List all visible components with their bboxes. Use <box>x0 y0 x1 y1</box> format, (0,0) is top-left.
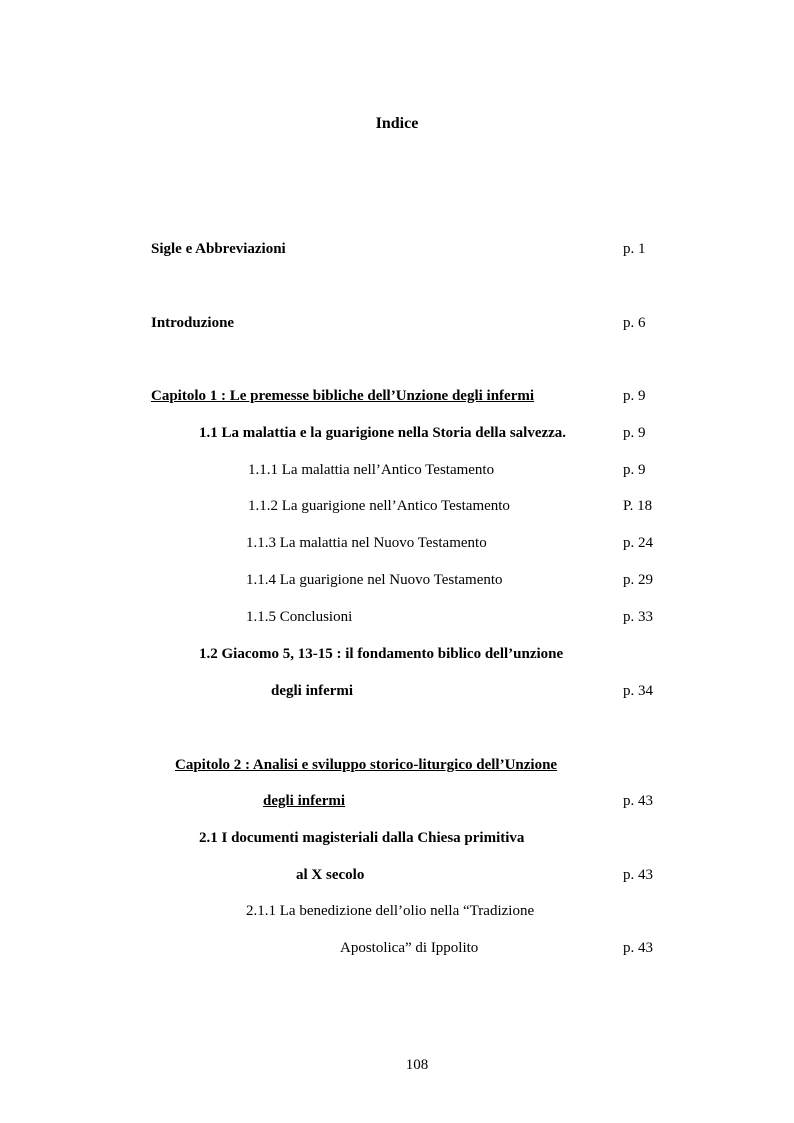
toc-subsection-label[interactable]: 1.1.3 La malattia nel Nuovo Testamento <box>246 535 487 551</box>
toc-chapter-label[interactable]: Capitolo 1 : Le premesse bibliche dell’Unzione degli infermi <box>151 388 535 404</box>
toc-entry-page: p. 9 <box>623 425 646 441</box>
toc-subsection-label-continued[interactable]: Apostolica” di Ippolito <box>340 940 479 956</box>
toc-subsection-label[interactable]: 1.1.2 La guarigione nell’Antico Testamento <box>248 498 510 514</box>
toc-entry-page: p. 29 <box>623 572 653 588</box>
toc-section-label[interactable]: 1.2 Giacomo 5, 13-15 : il fondamento biblico dell’unzione <box>199 646 564 662</box>
toc-entry-page: p. 34 <box>623 683 653 699</box>
toc-section-label-continued[interactable]: al X secolo <box>296 867 365 883</box>
toc-section-label[interactable]: 1.1 La malattia e la guarigione nella Storia della salvezza. <box>199 425 567 441</box>
toc-chapter-label[interactable]: Capitolo 2 : Analisi e sviluppo storico-liturgico dell’Unzione <box>175 757 558 773</box>
toc-subsection-label[interactable]: 1.1.4 La guarigione nel Nuovo Testamento <box>246 572 503 588</box>
page-title: Indice <box>375 115 419 132</box>
toc-entry-page: p. 24 <box>623 535 653 551</box>
toc-entry-page: p. 43 <box>623 793 653 809</box>
toc-chapter-label-continued[interactable]: degli infermi <box>263 793 346 809</box>
toc-entry-page: p. 43 <box>623 940 653 956</box>
page-number: 108 <box>405 1057 429 1073</box>
toc-entry-page: p. 43 <box>623 867 653 883</box>
toc-entry-page: P. 18 <box>623 498 653 514</box>
toc-entry-label[interactable]: Introduzione <box>151 315 235 331</box>
toc-subsection-label[interactable]: 1.1.5 Conclusioni <box>246 609 353 625</box>
toc-entry-page: p. 6 <box>623 315 646 331</box>
toc-entry-page: p. 1 <box>623 241 646 257</box>
toc-entry-page: p. 33 <box>623 609 653 625</box>
toc-entry-page: p. 9 <box>623 388 646 404</box>
toc-section-label[interactable]: 2.1 I documenti magisteriali dalla Chiesa primitiva <box>199 830 525 846</box>
toc-subsection-label[interactable]: 1.1.1 La malattia nell’Antico Testamento <box>248 462 495 478</box>
toc-subsection-label[interactable]: 2.1.1 La benedizione dell’olio nella “Tradizione <box>246 903 535 919</box>
toc-entry-page: p. 9 <box>623 462 646 478</box>
toc-section-label-continued[interactable]: degli infermi <box>271 683 354 699</box>
toc-entry-label[interactable]: Sigle e Abbreviazioni <box>151 241 286 257</box>
